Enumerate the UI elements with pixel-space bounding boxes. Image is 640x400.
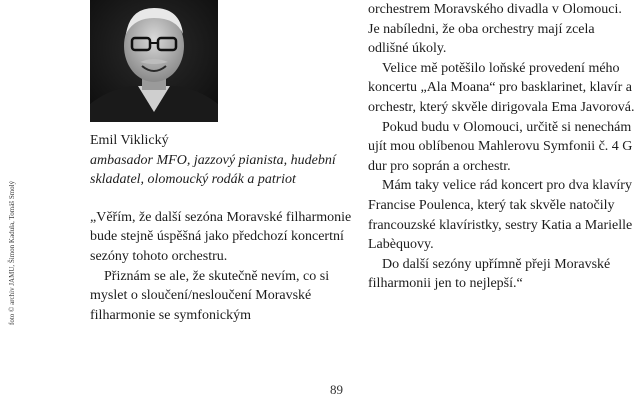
quote-paragraph: Velice mě potěšilo loňské provedení mého koncertu „Ala Moana“ pro basklarinet, klavír a orchestr, který skvěle dirigovala Ema Javorová. [368,60,635,115]
quote-paragraph: Do další sezóny upřímně přeji Moravské filharmonii jen to nejlepší.“ [368,256,611,292]
page-number: 89 [330,382,343,397]
quote-paragraph: Mám taky velice rád koncert pro dva klavíry Francise Poulenca, který tak skvěle natočily francouzské klavíristky, sestry Katia a Marielle Labèquovy. [368,178,633,253]
portrait-illustration [90,0,218,122]
person-name: Emil Viklický [90,133,169,148]
right-column [368,0,636,294]
quote-paragraph: Pokud budu v Olomouci, určitě si nenechám ujít mou oblíbenou Mahlerovu Symfonii č. 4 G dur pro soprán a orchestr. [368,119,633,174]
photo-credit: foto © archiv JAMU, Šimon Kadula, Tomáš Smolý [8,180,16,325]
quote-paragraph: Přiznám se ale, že skutečně nevím, co si myslet o sloučení/nesloučení Moravské filharmonie se symfonickým [90,268,330,323]
person-role: ambasador MFO, jazzový pianista, hudební skladatel, olomoucký rodák a patriot [90,152,336,188]
portrait-photo [90,0,218,122]
quote-paragraph: orchestrem Moravského divadla v Olomouci. Je nabíledni, že oba orchestry mají zcela odlišné úkoly. [368,2,622,57]
left-column [90,131,352,325]
quote-paragraph: „Věřím, že další sezóna Moravské filharmonie bude stejně úspěšná jako předchozí koncertní sezóny tohoto orchestru. [90,209,352,264]
